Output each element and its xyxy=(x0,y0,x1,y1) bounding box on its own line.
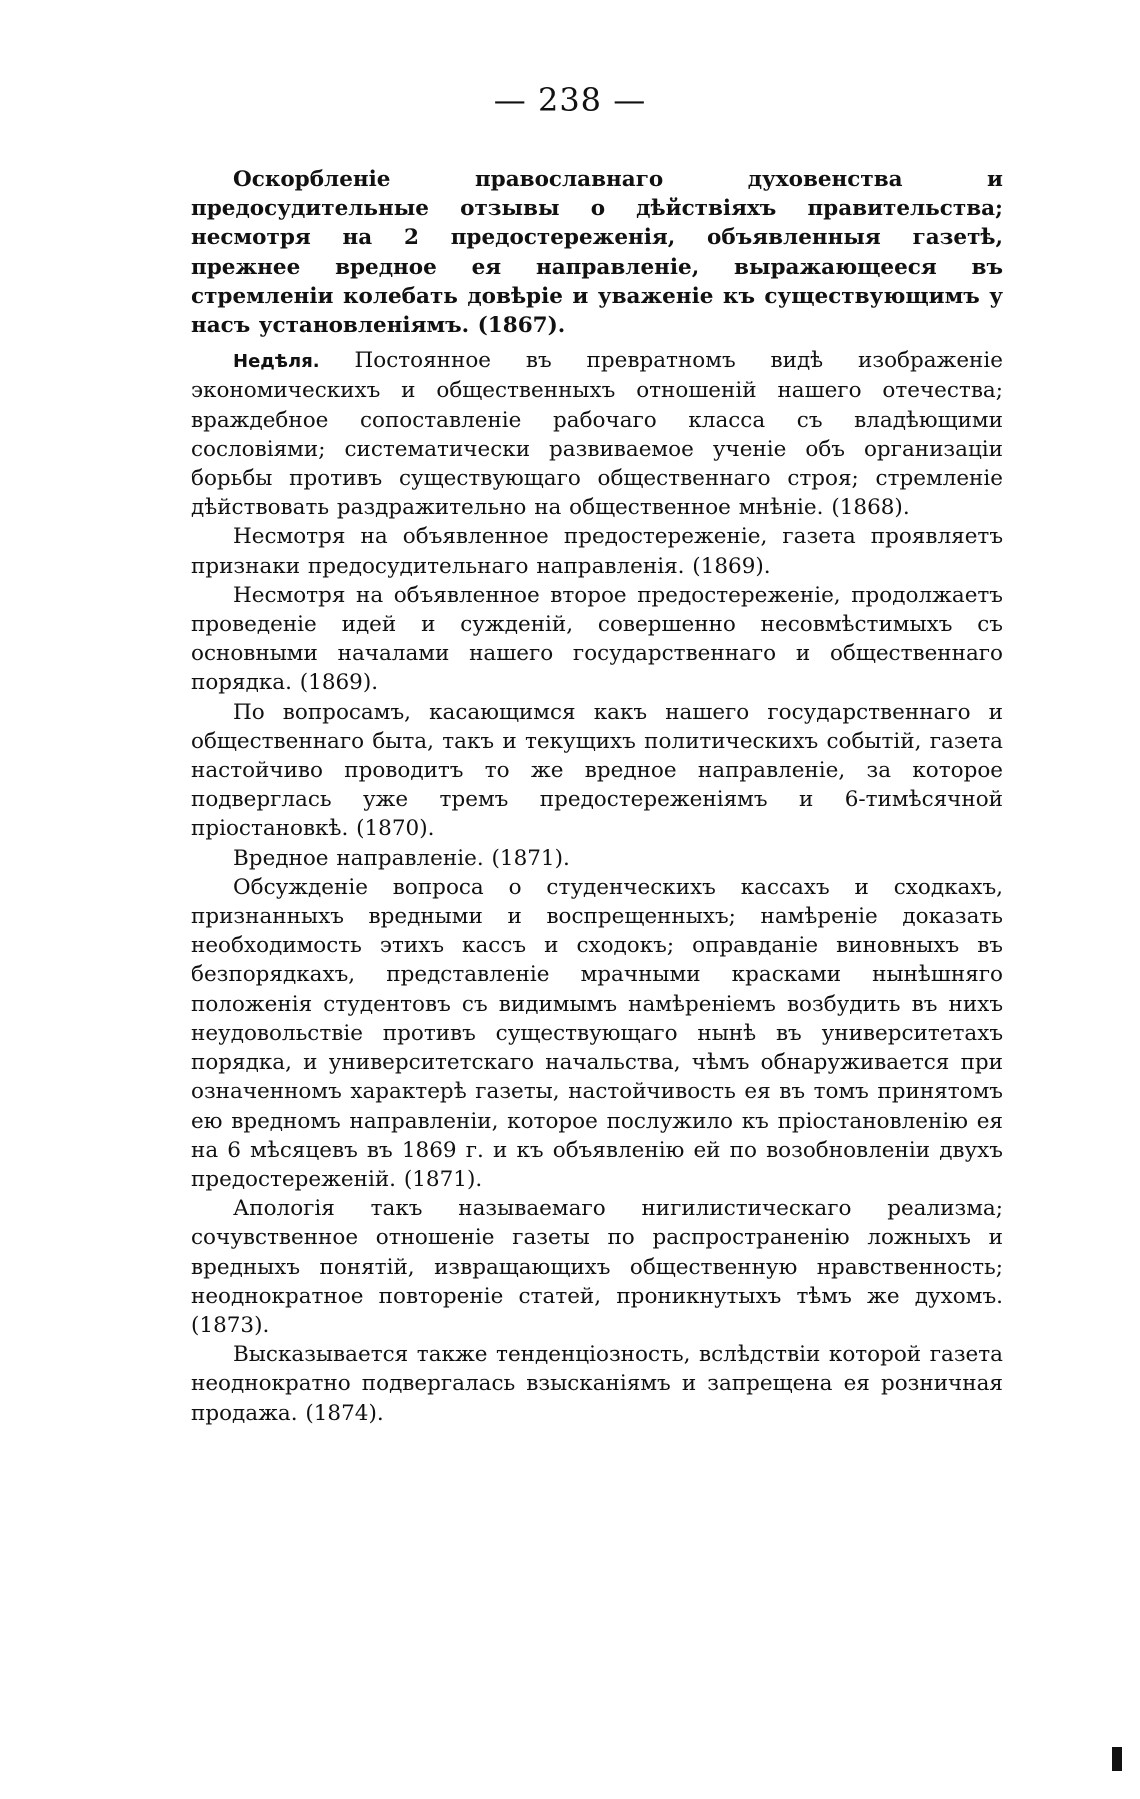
paragraph-8: Апологія такъ называемаго нигилистическаго реализма; сочувственное отношеніе газеты по распространенію ложныхъ и вредныхъ понятій, извращающихъ общественную нравственность; неоднократное повтореніе статей, проникнутыхъ тѣмъ же духомъ. (1873). xyxy=(191,1196,1003,1338)
paragraph-6: Вредное направленіе. (1871). xyxy=(233,845,570,871)
paragraph-2-lead: Недѣля. xyxy=(233,351,320,373)
page-number: — 238 — xyxy=(493,81,647,119)
paragraph-2 xyxy=(191,346,1003,522)
page-body xyxy=(191,165,1003,1428)
paragraph-5: По вопросамъ, касающимся какъ нашего государственнаго и общественнаго быта, такъ и текущихъ политическихъ событій, газета настойчиво проводитъ то же вредное направленіе, за которое подверглась уже тремъ предостереженіямъ и 6-тимѣсячной пріостановкѣ. (1870). xyxy=(191,699,1003,842)
paragraph-9: Высказывается также тенденціозность, вслѣдствіи которой газета неоднократно подвергалась взысканіямъ и запрещена ея розничная продажа. (1874). xyxy=(191,1342,1003,1426)
paragraph-3: Несмотря на объявленное предостереженіе, газета проявляетъ признаки предосудительнаго направленія. (1869). xyxy=(191,524,1003,579)
paragraph-4: Несмотря на объявленное второе предостереженіе, продолжаетъ проведеніе идей и сужденій, совершенно несовмѣстимыхъ съ основными началами нашего государственнаго и общественнаго порядка. (1869). xyxy=(191,582,1003,696)
paragraph-7: Обсужденіе вопроса о студенческихъ кассахъ и сходкахъ, признанныхъ вредными и воспрещенныхъ; намѣреніе доказать необходимость этихъ кассъ и сходокъ; оправданіе виновныхъ въ безпорядкахъ, представленіе мрачными красками нынѣшняго положенія студентовъ съ видимымъ намѣреніемъ возбудить въ нихъ неудовольствіе противъ существующаго нынѣ въ университетахъ порядка, и университетскаго начальства, чѣмъ обнаруживается при означенномъ характерѣ газеты, настойчивость ея въ томъ принятомъ ею вредномъ направленіи, которое послужило къ пріостановленію ея на 6 мѣсяцевъ въ 1869 г. и къ объявленію ей по возобновленіи двухъ предостереженій. (1871). xyxy=(191,874,1003,1192)
scan-edge-mark xyxy=(1112,1747,1122,1771)
paragraph-1: Оскорбленіе православнаго духовенства и предосудительные отзывы о дѣйствіяхъ правительства; несмотря на 2 предостереженія, объявленныя газетѣ, прежнее вредное ея направленіе, выражающееся въ стремленіи колебать довѣріе и уваженіе къ существующимъ у насъ установленіямъ. (1867). xyxy=(191,167,1003,339)
paragraph-2-text: Постоянное въ превратномъ видѣ изображеніе экономическихъ и общественныхъ отношеній нашего отечества; враждебное сопоставленіе рабочаго класса съ владѣющими сословіями; систематически развиваемое ученіе объ организаціи борьбы противъ существующаго общественнаго строя; стремленіе дѣйствовать раздражительно на общественное мнѣніе. (1868). xyxy=(191,348,1003,521)
